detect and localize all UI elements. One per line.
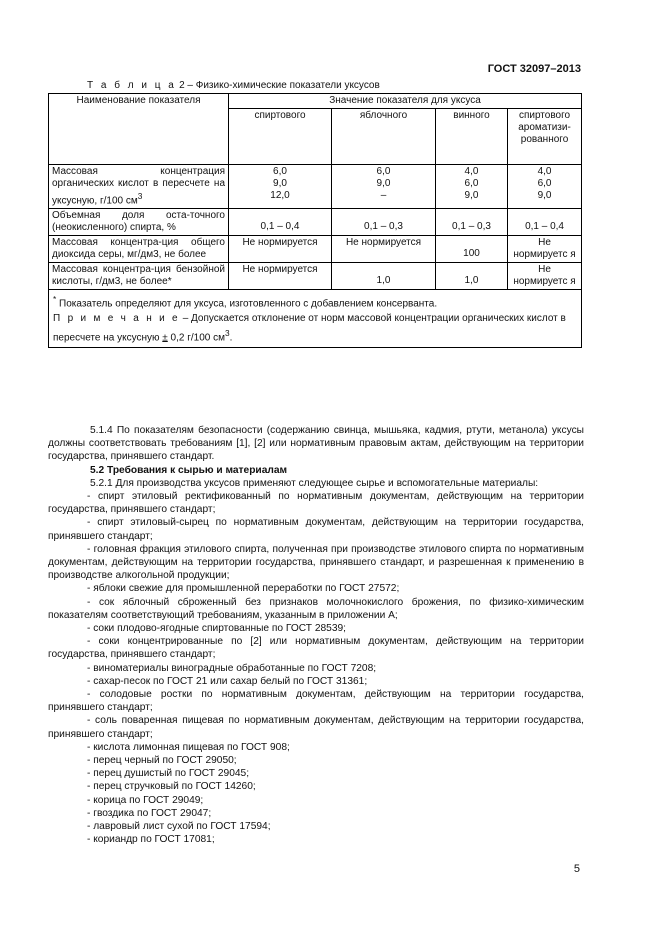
table-header-row bbox=[49, 94, 582, 109]
list-item: - соки концентрированные по [2] или нормативным документам, действующим на территории государства, принявшего стандарт; bbox=[48, 636, 584, 661]
list-item: - перец душистый по ГОСТ 29045; bbox=[87, 768, 250, 780]
list-item: - корица по ГОСТ 29049; bbox=[87, 794, 204, 806]
body-text bbox=[48, 424, 584, 847]
table-row bbox=[49, 236, 582, 263]
row-indicator-name: Массовая концентра-ция общего диоксида серы, мг/дм3, не более bbox=[49, 236, 229, 263]
table-cell: 4,0 6,0 9,0 bbox=[508, 165, 582, 209]
list-item: - кориандр по ГОСТ 17081; bbox=[87, 834, 215, 846]
table-cell: 0,1 – 0,3 bbox=[332, 209, 436, 236]
table-note-row bbox=[49, 290, 582, 348]
table-row bbox=[49, 263, 582, 290]
table-cell: Не нормируется bbox=[332, 236, 436, 263]
table-row bbox=[49, 165, 582, 209]
list-item: - гвоздика по ГОСТ 29047; bbox=[87, 807, 212, 819]
table-caption: Т а б л и ц а 2 – Физико-химические показатели уксусов bbox=[87, 80, 380, 91]
page-number: 5 bbox=[573, 863, 580, 875]
table-cell: 0,1 – 0,4 bbox=[229, 209, 332, 236]
subcol-alcohol: спиртового bbox=[229, 109, 332, 165]
col-indicator-header: Наименование показателя bbox=[49, 94, 229, 165]
list-item: - яблоки свежие для промышленной переработки по ГОСТ 27572; bbox=[87, 583, 400, 595]
list-item: - соки плодово-ягодные спиртованные по ГОСТ 28539; bbox=[87, 623, 347, 635]
table-cell: Не нормируетс я bbox=[508, 236, 582, 263]
standard-number: ГОСТ 32097–2013 bbox=[487, 63, 581, 75]
table-row bbox=[49, 209, 582, 236]
list-item: - головная фракция этилового спирта, полученная при производстве этилового спирта по нормативным документам, действующим на территории государства, принявшего стандарт, и разрешенная к применению в производстве алкогольной продукции; bbox=[48, 543, 584, 582]
list-item: - спирт этиловый-сырец по нормативным документам, действующим на территории государства, принявшего стандарт; bbox=[48, 517, 584, 542]
table-cell: 100 bbox=[436, 236, 508, 263]
col-value-group-header: Значение показателя для уксуса bbox=[229, 94, 582, 109]
list-item: - виноматериалы виноградные обработанные по ГОСТ 7208; bbox=[87, 662, 377, 674]
table-cell: 1,0 bbox=[332, 263, 436, 290]
subcol-apple: яблочного bbox=[332, 109, 436, 165]
table-cell: 1,0 bbox=[436, 263, 508, 290]
list-item: - лавровый лист сухой по ГОСТ 17594; bbox=[87, 821, 271, 833]
table-cell: 6,0 9,0 – bbox=[332, 165, 436, 209]
table-cell: 4,0 6,0 9,0 bbox=[436, 165, 508, 209]
list-item: - солодовые ростки по нормативным документам, действующим на территории государства, принявшего стандарт; bbox=[48, 689, 584, 714]
list-item: - спирт этиловый ректификованный по нормативным документам, действующим на территории государства, принявшего стандарт; bbox=[48, 491, 584, 516]
physicochemical-table bbox=[48, 93, 582, 348]
table-note bbox=[49, 290, 582, 348]
table-cell: Не нормируется bbox=[229, 263, 332, 290]
table-cell: 6,0 9,0 12,0 bbox=[229, 165, 332, 209]
row-indicator-name: Объемная доля оста-точного (неокисленного) спирта, % bbox=[49, 209, 229, 236]
row-indicator-name: Массовая концентра-ция бензойной кислоты, г/дм3, не более* bbox=[49, 263, 229, 290]
list-item: - перец стручковый по ГОСТ 14260; bbox=[87, 781, 256, 793]
paragraph-5-2-1: 5.2.1 Для производства уксусов применяют следующее сырье и вспомогательные материалы: bbox=[90, 477, 539, 489]
list-item: - сок яблочный сброженный без признаков молочнокислого брожения, по физико-химическим показателям соответствующий требованиям, указанным в приложении А; bbox=[48, 596, 584, 621]
table-cell: Не нормируетс я bbox=[508, 263, 582, 290]
subcol-aromatized: спиртового ароматизи-рованного bbox=[508, 109, 582, 165]
footnote: * Показатель определяют для уксуса, изготовленного с добавлением консерванта. bbox=[53, 294, 438, 310]
subcol-wine: винного bbox=[436, 109, 508, 165]
row-indicator-name: Массовая концентрация органических кислот в пересчете на уксусную, г/100 $см^3$ bbox=[49, 165, 229, 209]
table-remark: П р и м е ч а н и е – Допускается отклонение от норм массовой концентрации органических кислот в пересчете на уксусную ± 0,2 г/100 $см^3$. bbox=[53, 312, 566, 343]
table-cell: 0,1 – 0,3 bbox=[436, 209, 508, 236]
table-cell: Не нормируется bbox=[229, 236, 332, 263]
section-heading-5-2: 5.2 Требования к сырью и материалам bbox=[90, 464, 288, 476]
table-cell: 0,1 – 0,4 bbox=[508, 209, 582, 236]
list-item: - перец черный по ГОСТ 29050; bbox=[87, 755, 237, 767]
list-item: - соль поваренная пищевая по нормативным документам, действующим на территории государства, принявшего стандарт; bbox=[48, 715, 584, 740]
list-item: - кислота лимонная пищевая по ГОСТ 908; bbox=[87, 741, 290, 753]
paragraph-5-1-4: 5.1.4 По показателям безопасности (содержанию свинца, мышьяка, кадмия, ртути, метанола) уксусы должны соответствовать требованиям [1], [2] или нормативным правовым актам, действующим на территории государства, принявшего стандарт. bbox=[48, 425, 584, 463]
list-item: - сахар-песок по ГОСТ 21 или сахар белый по ГОСТ 31361; bbox=[87, 675, 368, 687]
